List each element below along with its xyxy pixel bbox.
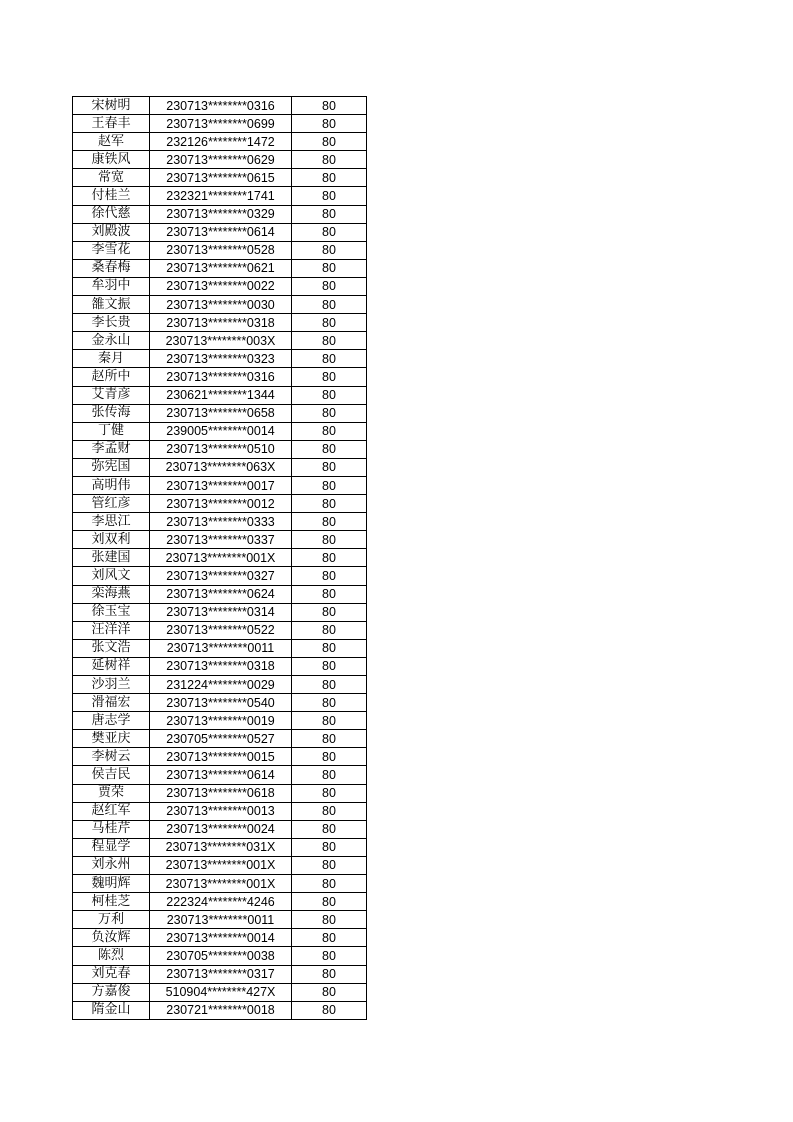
name-cell: 张建国 xyxy=(73,549,150,567)
score-cell: 80 xyxy=(292,694,367,712)
table-row xyxy=(73,549,367,567)
score-cell: 80 xyxy=(292,223,367,241)
table-row xyxy=(73,151,367,169)
id-number-cell: 230713********0316 xyxy=(150,368,292,386)
score-cell: 80 xyxy=(292,422,367,440)
score-cell: 80 xyxy=(292,205,367,223)
id-number-cell: 230713********0615 xyxy=(150,169,292,187)
id-number-cell: 230713********0329 xyxy=(150,205,292,223)
table-row xyxy=(73,404,367,422)
score-cell: 80 xyxy=(292,296,367,314)
table-row xyxy=(73,133,367,151)
id-number-cell: 230713********0327 xyxy=(150,567,292,585)
score-cell: 80 xyxy=(292,350,367,368)
name-cell: 唐志学 xyxy=(73,712,150,730)
name-cell: 桑春梅 xyxy=(73,259,150,277)
id-number-cell: 510904********427X xyxy=(150,983,292,1001)
name-cell: 李树云 xyxy=(73,748,150,766)
table-row xyxy=(73,784,367,802)
table-row xyxy=(73,422,367,440)
name-cell: 栾海燕 xyxy=(73,585,150,603)
table-row xyxy=(73,875,367,893)
name-cell: 高明伟 xyxy=(73,476,150,494)
id-number-cell: 230713********0024 xyxy=(150,820,292,838)
id-number-cell: 230713********0540 xyxy=(150,694,292,712)
id-number-cell: 230713********0522 xyxy=(150,621,292,639)
id-number-cell: 230713********0510 xyxy=(150,440,292,458)
name-cell: 柯桂芝 xyxy=(73,893,150,911)
score-cell: 80 xyxy=(292,549,367,567)
table-row xyxy=(73,730,367,748)
score-cell: 80 xyxy=(292,929,367,947)
score-cell: 80 xyxy=(292,639,367,657)
name-cell: 雒文振 xyxy=(73,296,150,314)
name-cell: 万利 xyxy=(73,911,150,929)
name-cell: 康铁风 xyxy=(73,151,150,169)
name-cell: 刘殿波 xyxy=(73,223,150,241)
name-cell: 刘永州 xyxy=(73,856,150,874)
table-row xyxy=(73,585,367,603)
table-row xyxy=(73,947,367,965)
table-row xyxy=(73,332,367,350)
id-number-cell: 230713********0318 xyxy=(150,657,292,675)
name-cell: 徐玉宝 xyxy=(73,603,150,621)
name-cell: 宋树明 xyxy=(73,97,150,115)
score-cell: 80 xyxy=(292,766,367,784)
name-cell: 贾荣 xyxy=(73,784,150,802)
score-cell: 80 xyxy=(292,241,367,259)
id-number-cell: 230713********0624 xyxy=(150,585,292,603)
name-cell: 汪洋洋 xyxy=(73,621,150,639)
score-cell: 80 xyxy=(292,567,367,585)
name-cell: 王春丰 xyxy=(73,115,150,133)
score-cell: 80 xyxy=(292,476,367,494)
id-number-cell: 230713********0528 xyxy=(150,241,292,259)
table-row xyxy=(73,169,367,187)
table-row xyxy=(73,495,367,513)
id-number-cell: 230713********0012 xyxy=(150,495,292,513)
table-row xyxy=(73,1001,367,1019)
name-cell: 李思江 xyxy=(73,513,150,531)
score-cell: 80 xyxy=(292,603,367,621)
id-number-cell: 222324********4246 xyxy=(150,893,292,911)
score-cell: 80 xyxy=(292,368,367,386)
score-cell: 80 xyxy=(292,730,367,748)
table-row xyxy=(73,856,367,874)
name-cell: 方嘉俊 xyxy=(73,983,150,1001)
id-number-cell: 230713********0614 xyxy=(150,766,292,784)
name-cell: 程显学 xyxy=(73,838,150,856)
score-cell: 80 xyxy=(292,115,367,133)
table-row xyxy=(73,296,367,314)
score-cell: 80 xyxy=(292,151,367,169)
score-cell: 80 xyxy=(292,187,367,205)
name-cell: 李孟财 xyxy=(73,440,150,458)
score-cell: 80 xyxy=(292,495,367,513)
name-cell: 樊亚庆 xyxy=(73,730,150,748)
id-number-cell: 230713********0318 xyxy=(150,314,292,332)
table-row xyxy=(73,205,367,223)
name-cell: 延树祥 xyxy=(73,657,150,675)
id-number-cell: 230621********1344 xyxy=(150,386,292,404)
name-cell: 侯吉民 xyxy=(73,766,150,784)
score-cell: 80 xyxy=(292,314,367,332)
name-cell: 管红彦 xyxy=(73,495,150,513)
score-cell: 80 xyxy=(292,965,367,983)
table-row xyxy=(73,657,367,675)
id-number-cell: 230713********0658 xyxy=(150,404,292,422)
name-cell: 常宽 xyxy=(73,169,150,187)
id-number-cell: 230713********0022 xyxy=(150,277,292,295)
name-cell: 刘克春 xyxy=(73,965,150,983)
id-number-cell: 230713********0337 xyxy=(150,531,292,549)
id-number-cell: 230713********0323 xyxy=(150,350,292,368)
id-number-cell: 232321********1741 xyxy=(150,187,292,205)
table-row xyxy=(73,838,367,856)
id-number-cell: 230713********0013 xyxy=(150,802,292,820)
score-cell: 80 xyxy=(292,947,367,965)
table-row xyxy=(73,621,367,639)
table-row xyxy=(73,440,367,458)
name-cell: 滑福宏 xyxy=(73,694,150,712)
score-cell: 80 xyxy=(292,802,367,820)
score-cell: 80 xyxy=(292,585,367,603)
id-number-cell: 230713********0019 xyxy=(150,712,292,730)
name-cell: 赵红军 xyxy=(73,802,150,820)
score-cell: 80 xyxy=(292,332,367,350)
name-cell: 艾青彦 xyxy=(73,386,150,404)
score-cell: 80 xyxy=(292,97,367,115)
score-cell: 80 xyxy=(292,712,367,730)
id-number-cell: 230713********0621 xyxy=(150,259,292,277)
table-row xyxy=(73,639,367,657)
table-row xyxy=(73,259,367,277)
score-cell: 80 xyxy=(292,748,367,766)
score-cell: 80 xyxy=(292,259,367,277)
score-cell: 80 xyxy=(292,277,367,295)
score-cell: 80 xyxy=(292,531,367,549)
score-cell: 80 xyxy=(292,657,367,675)
name-cell: 张传海 xyxy=(73,404,150,422)
score-cell: 80 xyxy=(292,875,367,893)
score-cell: 80 xyxy=(292,820,367,838)
table-row xyxy=(73,694,367,712)
table-row xyxy=(73,766,367,784)
id-number-cell: 230713********0011 xyxy=(150,911,292,929)
name-cell: 陈烈 xyxy=(73,947,150,965)
name-cell: 李长贵 xyxy=(73,314,150,332)
name-cell: 付桂兰 xyxy=(73,187,150,205)
id-number-cell: 230713********001X xyxy=(150,875,292,893)
id-number-cell: 230713********063X xyxy=(150,458,292,476)
table-row xyxy=(73,223,367,241)
table-row xyxy=(73,893,367,911)
score-cell: 80 xyxy=(292,893,367,911)
table-row xyxy=(73,676,367,694)
name-cell: 刘双利 xyxy=(73,531,150,549)
id-number-cell: 230713********0030 xyxy=(150,296,292,314)
name-cell: 徐代慈 xyxy=(73,205,150,223)
name-cell: 丁健 xyxy=(73,422,150,440)
id-number-cell: 230713********031X xyxy=(150,838,292,856)
score-cell: 80 xyxy=(292,1001,367,1019)
id-number-cell: 230713********0014 xyxy=(150,929,292,947)
score-cell: 80 xyxy=(292,784,367,802)
score-cell: 80 xyxy=(292,911,367,929)
id-number-cell: 230713********0317 xyxy=(150,965,292,983)
table-row xyxy=(73,567,367,585)
score-cell: 80 xyxy=(292,676,367,694)
table-row xyxy=(73,983,367,1001)
name-cell: 负汝辉 xyxy=(73,929,150,947)
table-row xyxy=(73,513,367,531)
score-cell: 80 xyxy=(292,856,367,874)
table-row xyxy=(73,314,367,332)
score-cell: 80 xyxy=(292,169,367,187)
name-cell: 刘风文 xyxy=(73,567,150,585)
roster-table xyxy=(72,96,367,1020)
table-row xyxy=(73,386,367,404)
score-cell: 80 xyxy=(292,386,367,404)
table-row xyxy=(73,368,367,386)
name-cell: 隋金山 xyxy=(73,1001,150,1019)
name-cell: 马桂芹 xyxy=(73,820,150,838)
id-number-cell: 230713********0011 xyxy=(150,639,292,657)
id-number-cell: 239005********0014 xyxy=(150,422,292,440)
score-cell: 80 xyxy=(292,404,367,422)
score-cell: 80 xyxy=(292,440,367,458)
name-cell: 李雪花 xyxy=(73,241,150,259)
id-number-cell: 230705********0527 xyxy=(150,730,292,748)
table-row xyxy=(73,115,367,133)
table-row xyxy=(73,350,367,368)
id-number-cell: 230713********0314 xyxy=(150,603,292,621)
table-row xyxy=(73,603,367,621)
table-row xyxy=(73,965,367,983)
name-cell: 秦月 xyxy=(73,350,150,368)
score-cell: 80 xyxy=(292,621,367,639)
name-cell: 沙羽兰 xyxy=(73,676,150,694)
table-row xyxy=(73,97,367,115)
score-cell: 80 xyxy=(292,133,367,151)
id-number-cell: 230721********0018 xyxy=(150,1001,292,1019)
id-number-cell: 230713********003X xyxy=(150,332,292,350)
id-number-cell: 230713********001X xyxy=(150,856,292,874)
table-row xyxy=(73,531,367,549)
table-row xyxy=(73,277,367,295)
id-number-cell: 230713********0629 xyxy=(150,151,292,169)
id-number-cell: 230713********0316 xyxy=(150,97,292,115)
table-row xyxy=(73,458,367,476)
name-cell: 赵军 xyxy=(73,133,150,151)
score-cell: 80 xyxy=(292,513,367,531)
name-cell: 弥宪国 xyxy=(73,458,150,476)
id-number-cell: 230713********0614 xyxy=(150,223,292,241)
score-cell: 80 xyxy=(292,983,367,1001)
id-number-cell: 230713********0333 xyxy=(150,513,292,531)
table-row xyxy=(73,929,367,947)
score-cell: 80 xyxy=(292,458,367,476)
id-number-cell: 230713********0618 xyxy=(150,784,292,802)
name-cell: 牟羽中 xyxy=(73,277,150,295)
id-number-cell: 231224********0029 xyxy=(150,676,292,694)
name-cell: 金永山 xyxy=(73,332,150,350)
table-row xyxy=(73,712,367,730)
table-row xyxy=(73,802,367,820)
score-cell: 80 xyxy=(292,838,367,856)
id-number-cell: 232126********1472 xyxy=(150,133,292,151)
table-row xyxy=(73,911,367,929)
table-row xyxy=(73,187,367,205)
id-number-cell: 230705********0038 xyxy=(150,947,292,965)
name-cell: 魏明辉 xyxy=(73,875,150,893)
name-cell: 赵所中 xyxy=(73,368,150,386)
id-number-cell: 230713********0015 xyxy=(150,748,292,766)
roster-table-body xyxy=(73,97,367,1020)
name-cell: 张文浩 xyxy=(73,639,150,657)
table-row xyxy=(73,820,367,838)
id-number-cell: 230713********0017 xyxy=(150,476,292,494)
table-row xyxy=(73,476,367,494)
id-number-cell: 230713********0699 xyxy=(150,115,292,133)
table-row xyxy=(73,241,367,259)
id-number-cell: 230713********001X xyxy=(150,549,292,567)
table-row xyxy=(73,748,367,766)
